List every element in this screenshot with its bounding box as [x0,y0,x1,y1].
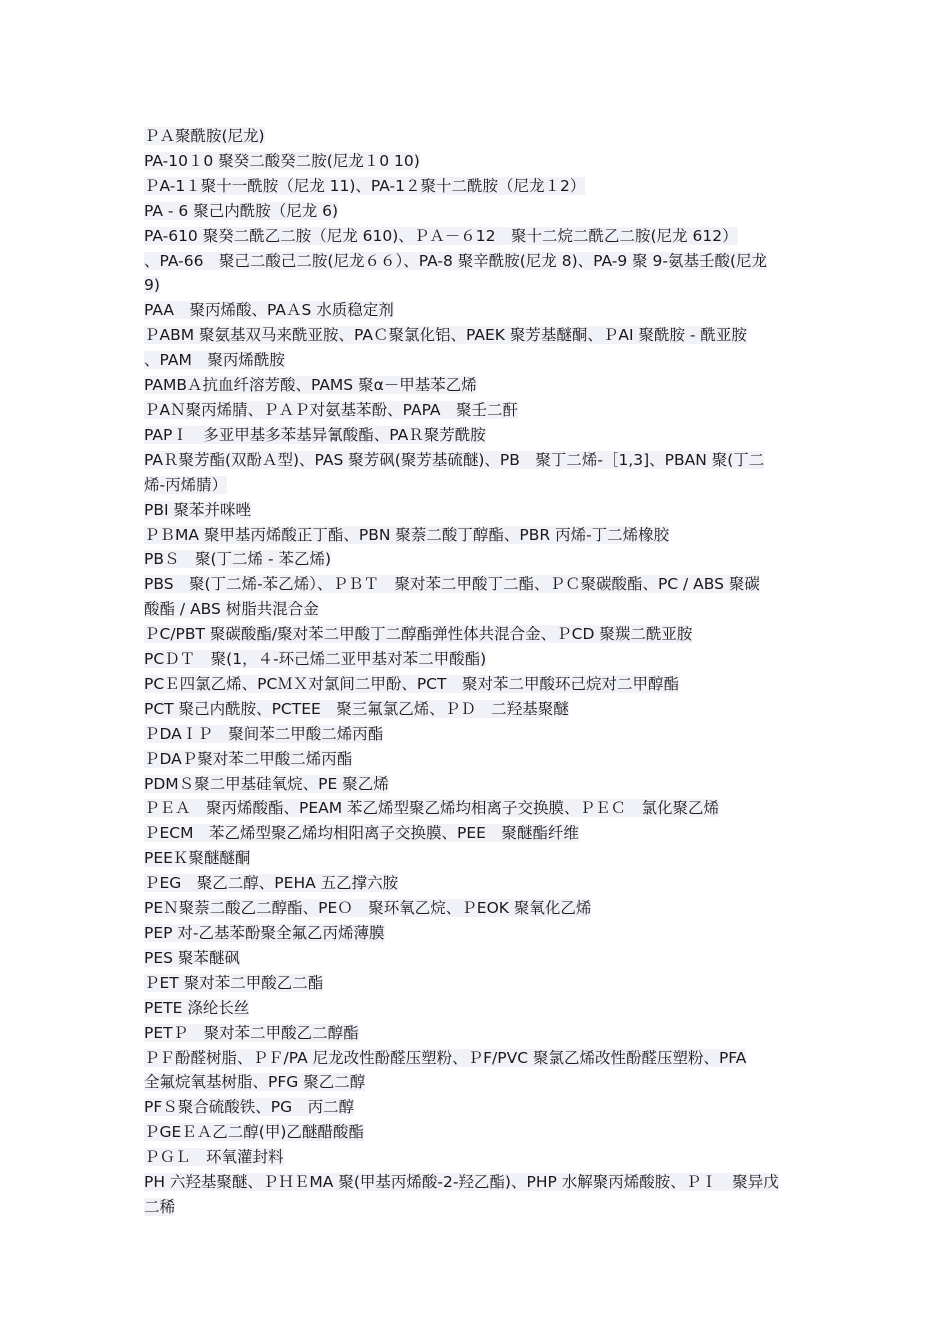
text-line: ＰDAＩＰ 聚间苯二甲酸二烯丙酯 [144,724,384,743]
text-line: ＰEG 聚乙二醇、PEHA 五乙撑六胺 [144,874,399,893]
text-line: PAA 聚丙烯酸、PAＡS 水质稳定剂 [144,301,394,320]
text-line: ＰABM 聚氨基双马来酰亚胺、PAＣ聚氯化铝、PAEK 聚芳基醚酮、ＰAI 聚酰胺 - 酰亚胺 [144,326,747,345]
text-line: PCＤＴ 聚(1，４-环己烯二亚甲基对苯二甲酸酯) [144,650,487,669]
text-line: ＰA-1１聚十一酰胺（尼龙 11)、PA-1２聚十二酰胺（尼龙１2） [144,176,586,195]
text-line: ＰDAＰ聚对苯二甲酸二烯丙酯 [144,749,353,768]
text-line: PETE 涤纶长丝 [144,998,250,1017]
text-line: PEＮ聚萘二酸乙二醇酯、PEＯ 聚环氧乙烷、ＰEOK 聚氧化乙烯 [144,899,592,918]
text-line: PDMＳ聚二甲基硅氧烷、PE 聚乙烯 [144,774,389,793]
text-line: PCT 聚己内酰胺、PCTEE 聚三氟氯乙烯、ＰＤ 二羟基聚醚 [144,699,569,718]
text-line: PAPＩ 多亚甲基多苯基异氰酸酯、PAＲ聚芳酰胺 [144,425,486,444]
text-line: ＰECM 苯乙烯型聚乙烯均相阳离子交换膜、PEE 聚醚酯纤维 [144,824,579,843]
text-line: PA-610 聚癸二酰乙二胺（尼龙 610)、ＰＡ－６12 聚十二烷二酰乙二胺(尼龙 612） [144,226,738,245]
text-line: ＰGEＥＡ乙二醇(甲)乙醚醋酸酯 [144,1123,364,1142]
text-line: 全氟烷氧基树脂、PFG 聚乙二醇 [144,1073,366,1092]
text-line: PBＳ 聚(丁二烯 - 苯乙烯) [144,550,332,569]
text-line: PETＰ 聚对苯二甲酸乙二醇酯 [144,1023,359,1042]
text-line: 二稀 [144,1197,176,1216]
text-line: 烯-丙烯腈） [144,475,228,494]
text-line: PFＳ聚合硫酸铁、PG 丙二醇 [144,1098,355,1117]
text-line: 、PA-66 聚己二酸己二胺(尼龙６６）、PA-8 聚辛酰胺(尼龙 8)、PA-9 聚 9-氨基壬酸(尼龙 [144,251,768,270]
text-line: 、PAM 聚丙烯酰胺 [144,351,285,370]
text-line: PBI 聚苯并咪唑 [144,500,251,519]
text-line: ＰC/PBT 聚碳酸酯/聚对苯二甲酸丁二醇酯弹性体共混合金、ＰCD 聚羰二酰亚胺 [144,625,693,644]
text-line: PAＲ聚芳酯(双酚Ａ型)、PAS 聚芳砜(聚芳基硫醚)、PB 聚丁二烯-［1,3]、PBAN 聚(丁二 [144,450,765,469]
text-line: ＰＥＡ 聚丙烯酸酯、PEAM 苯乙烯型聚乙烯均相离子交换膜、ＰＥＣ 氯化聚乙烯 [144,799,720,818]
text-line: PA - 6 聚己内酰胺（尼龙 6) [144,201,339,220]
text-line: 酸酯 / ABS 树脂共混合金 [144,600,319,619]
text-line: PES 聚苯醚砜 [144,948,240,967]
text-line: PEEＫ聚醚醚酮 [144,849,251,868]
text-line: ＰＧＬ 环氧灌封料 [144,1148,284,1167]
text-line: PCＥ四氯乙烯、PCＭＸ对氯间二甲酚、PCT 聚对苯二甲酸环己烷对二甲醇酯 [144,674,679,693]
text-line: PBS 聚(丁二烯-苯乙烯）、ＰＢＴ 聚对苯二甲酸丁二酯、ＰＣ聚碳酸酯、PC / ABS 聚碳 [144,575,760,594]
text-line: PEP 对-乙基苯酚聚全氟乙丙烯薄膜 [144,924,385,942]
text-line: 9) [144,276,160,295]
text-line: ＰET 聚对苯二甲酸乙二酯 [144,973,324,992]
text-line: ＰＡ聚酰胺(尼龙) [144,127,265,145]
text-line: PAMBＡ抗血纤溶芳酸、PAMS 聚α－甲基苯乙烯 [144,376,477,395]
text-line: PA-10１0 聚癸二酸癸二胺(尼龙１0 10) [144,151,420,170]
text-line: ＰAＮ聚丙烯腈、ＰＡＰ对氨基苯酚、PAPA 聚壬二酐 [144,400,519,419]
text-line: ＰＦ酚醛树脂、ＰＦ/PA 尼龙改性酚醛压塑粉、ＰF/PVC 聚氯乙烯改性酚醛压塑粉、PFA [144,1048,747,1067]
text-line: ＰＢMA 聚甲基丙烯酸正丁酯、PBN 聚萘二酸丁醇酯、PBR 丙烯-丁二烯橡胶 [144,525,670,544]
text-line: PH 六羟基聚醚、ＰＨＥMA 聚(甲基丙烯酸-2-羟乙酯)、PHP 水解聚丙烯酸胺、ＰＩ 聚异戊 [144,1173,779,1192]
document-page [144,124,808,1220]
